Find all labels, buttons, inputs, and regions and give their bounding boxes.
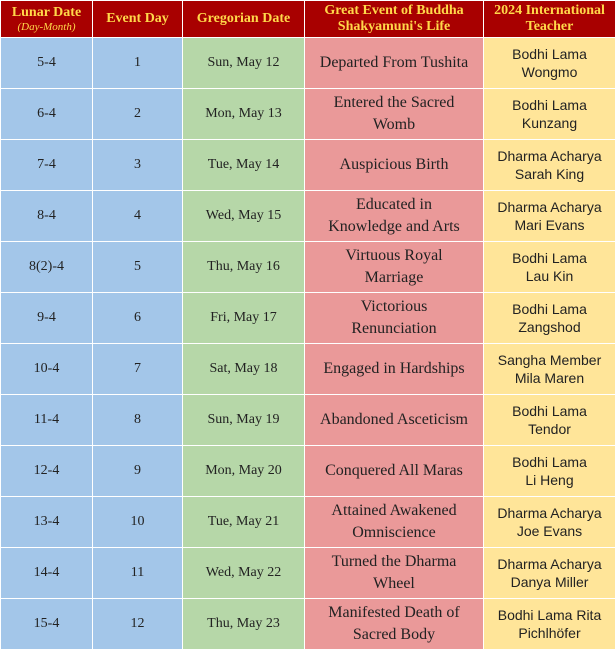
- header-row: [1, 1, 615, 38]
- teacher-cell: [484, 548, 615, 599]
- great-event-line: Sacred Body: [309, 624, 479, 646]
- great-event-line: Educated in: [309, 194, 479, 216]
- great-event-line: Marriage: [309, 267, 479, 289]
- great-event-line: Attained Awakened: [309, 500, 479, 522]
- teacher-cell: [484, 140, 615, 191]
- gregorian-date-cell: Thu, May 23: [183, 599, 305, 650]
- teacher-name-line: Li Heng: [488, 471, 611, 489]
- event-day-cell: 9: [93, 446, 183, 497]
- great-event-cell: [305, 140, 484, 191]
- lunar-date-cell: 6-4: [1, 89, 93, 140]
- table-row: [1, 599, 615, 650]
- teacher-name-line: Dharma Acharya: [488, 198, 611, 216]
- header-teacher-line-2: Teacher: [488, 19, 611, 35]
- teacher-cell: [484, 191, 615, 242]
- header-teacher-line-1: 2024 International: [488, 3, 611, 19]
- gregorian-date-cell: Sun, May 12: [183, 38, 305, 89]
- table-row: [1, 38, 615, 89]
- header-gregorian-date: [183, 1, 305, 38]
- teacher-name-line: Bodhi Lama: [488, 96, 611, 114]
- teacher-cell: [484, 599, 615, 650]
- lunar-date-cell: 13-4: [1, 497, 93, 548]
- lunar-date-cell: 5-4: [1, 38, 93, 89]
- header-gregorian-label: Gregorian Date: [197, 11, 290, 26]
- teacher-cell: [484, 497, 615, 548]
- header-event-line-2: Shakyamuni's Life: [309, 19, 479, 35]
- lunar-date-cell: 12-4: [1, 446, 93, 497]
- great-event-cell: [305, 293, 484, 344]
- gregorian-date-cell: Sat, May 18: [183, 344, 305, 395]
- teacher-name-line: Dharma Acharya: [488, 504, 611, 522]
- great-event-line: Omniscience: [309, 522, 479, 544]
- table-header: [1, 1, 615, 38]
- teacher-name-line: Tendor: [488, 420, 611, 438]
- great-event-line: Victorious: [309, 296, 479, 318]
- great-event-line: Departed From Tushita: [309, 52, 479, 74]
- great-event-cell: [305, 446, 484, 497]
- teacher-name-line: Pichlhöfer: [488, 624, 611, 642]
- teacher-name-line: Bodhi Lama: [488, 402, 611, 420]
- gregorian-date-cell: Sun, May 19: [183, 395, 305, 446]
- great-event-line: Wheel: [309, 573, 479, 595]
- teacher-cell: [484, 395, 615, 446]
- table-row: [1, 497, 615, 548]
- great-event-cell: [305, 89, 484, 140]
- gregorian-date-cell: Mon, May 20: [183, 446, 305, 497]
- event-day-cell: 10: [93, 497, 183, 548]
- event-day-cell: 12: [93, 599, 183, 650]
- table-row: [1, 89, 615, 140]
- gregorian-date-cell: Wed, May 15: [183, 191, 305, 242]
- event-day-cell: 11: [93, 548, 183, 599]
- teacher-name-line: Bodhi Lama: [488, 453, 611, 471]
- lunar-date-cell: 8(2)-4: [1, 242, 93, 293]
- teacher-name-line: Dharma Acharya: [488, 147, 611, 165]
- lunar-date-cell: 9-4: [1, 293, 93, 344]
- great-event-line: Turned the Dharma: [309, 551, 479, 573]
- header-event-day-label: Event Day: [106, 11, 169, 26]
- event-day-cell: 8: [93, 395, 183, 446]
- table-row: [1, 293, 615, 344]
- teacher-cell: [484, 38, 615, 89]
- gregorian-date-cell: Fri, May 17: [183, 293, 305, 344]
- lunar-date-cell: 8-4: [1, 191, 93, 242]
- teacher-cell: [484, 344, 615, 395]
- header-teacher: [484, 1, 615, 38]
- table-row: [1, 446, 615, 497]
- lunar-date-cell: 15-4: [1, 599, 93, 650]
- teacher-name-line: Joe Evans: [488, 522, 611, 540]
- lunar-date-cell: 10-4: [1, 344, 93, 395]
- teacher-name-line: Bodhi Lama: [488, 300, 611, 318]
- teacher-name-line: Bodhi Lama Rita: [488, 606, 611, 624]
- teacher-name-line: Kunzang: [488, 114, 611, 132]
- table-row: [1, 548, 615, 599]
- gregorian-date-cell: Thu, May 16: [183, 242, 305, 293]
- great-event-line: Engaged in Hardships: [309, 358, 479, 380]
- table-body: [1, 38, 615, 650]
- great-event-line: Abandoned Asceticism: [309, 409, 479, 431]
- teacher-cell: [484, 89, 615, 140]
- event-day-cell: 7: [93, 344, 183, 395]
- gregorian-date-cell: Wed, May 22: [183, 548, 305, 599]
- great-event-cell: [305, 599, 484, 650]
- table-row: [1, 140, 615, 191]
- event-day-cell: 6: [93, 293, 183, 344]
- great-event-line: Auspicious Birth: [309, 154, 479, 176]
- great-event-line: Entered the Sacred: [309, 92, 479, 114]
- table-row: [1, 191, 615, 242]
- event-day-cell: 5: [93, 242, 183, 293]
- gregorian-date-cell: Tue, May 21: [183, 497, 305, 548]
- event-day-cell: 2: [93, 89, 183, 140]
- great-event-line: Conquered All Maras: [309, 460, 479, 482]
- great-event-cell: [305, 38, 484, 89]
- great-event-cell: [305, 344, 484, 395]
- teacher-cell: [484, 446, 615, 497]
- great-event-cell: [305, 242, 484, 293]
- header-event-day: [93, 1, 183, 38]
- header-lunar-sublabel: (Day-Month): [5, 21, 88, 33]
- gregorian-date-cell: Mon, May 13: [183, 89, 305, 140]
- event-day-cell: 3: [93, 140, 183, 191]
- great-event-cell: [305, 191, 484, 242]
- great-event-cell: [305, 548, 484, 599]
- teacher-name-line: Mari Evans: [488, 216, 611, 234]
- great-event-line: Womb: [309, 114, 479, 136]
- teacher-name-line: Dharma Acharya: [488, 555, 611, 573]
- table-row: [1, 344, 615, 395]
- lunar-date-cell: 14-4: [1, 548, 93, 599]
- teacher-name-line: Danya Miller: [488, 573, 611, 591]
- teacher-name-line: Sarah King: [488, 165, 611, 183]
- great-event-line: Renunciation: [309, 318, 479, 340]
- teacher-name-line: Bodhi Lama: [488, 249, 611, 267]
- header-great-event: [305, 1, 484, 38]
- great-event-line: Manifested Death of: [309, 602, 479, 624]
- great-event-cell: [305, 395, 484, 446]
- teacher-name-line: Sangha Member: [488, 351, 611, 369]
- teacher-cell: [484, 242, 615, 293]
- great-event-line: Virtuous Royal: [309, 245, 479, 267]
- teacher-name-line: Zangshod: [488, 318, 611, 336]
- great-event-line: Knowledge and Arts: [309, 216, 479, 238]
- table-row: [1, 242, 615, 293]
- teacher-name-line: Mila Maren: [488, 369, 611, 387]
- teacher-cell: [484, 293, 615, 344]
- header-lunar-label: Lunar Date: [5, 5, 88, 21]
- gregorian-date-cell: Tue, May 14: [183, 140, 305, 191]
- teacher-name-line: Wongmo: [488, 63, 611, 81]
- header-event-line-1: Great Event of Buddha: [309, 3, 479, 19]
- great-event-cell: [305, 497, 484, 548]
- event-day-cell: 1: [93, 38, 183, 89]
- header-lunar-date: [1, 1, 93, 38]
- lunar-date-cell: 7-4: [1, 140, 93, 191]
- teacher-name-line: Bodhi Lama: [488, 45, 611, 63]
- event-day-cell: 4: [93, 191, 183, 242]
- table-row: [1, 395, 615, 446]
- lunar-date-cell: 11-4: [1, 395, 93, 446]
- teacher-name-line: Lau Kin: [488, 267, 611, 285]
